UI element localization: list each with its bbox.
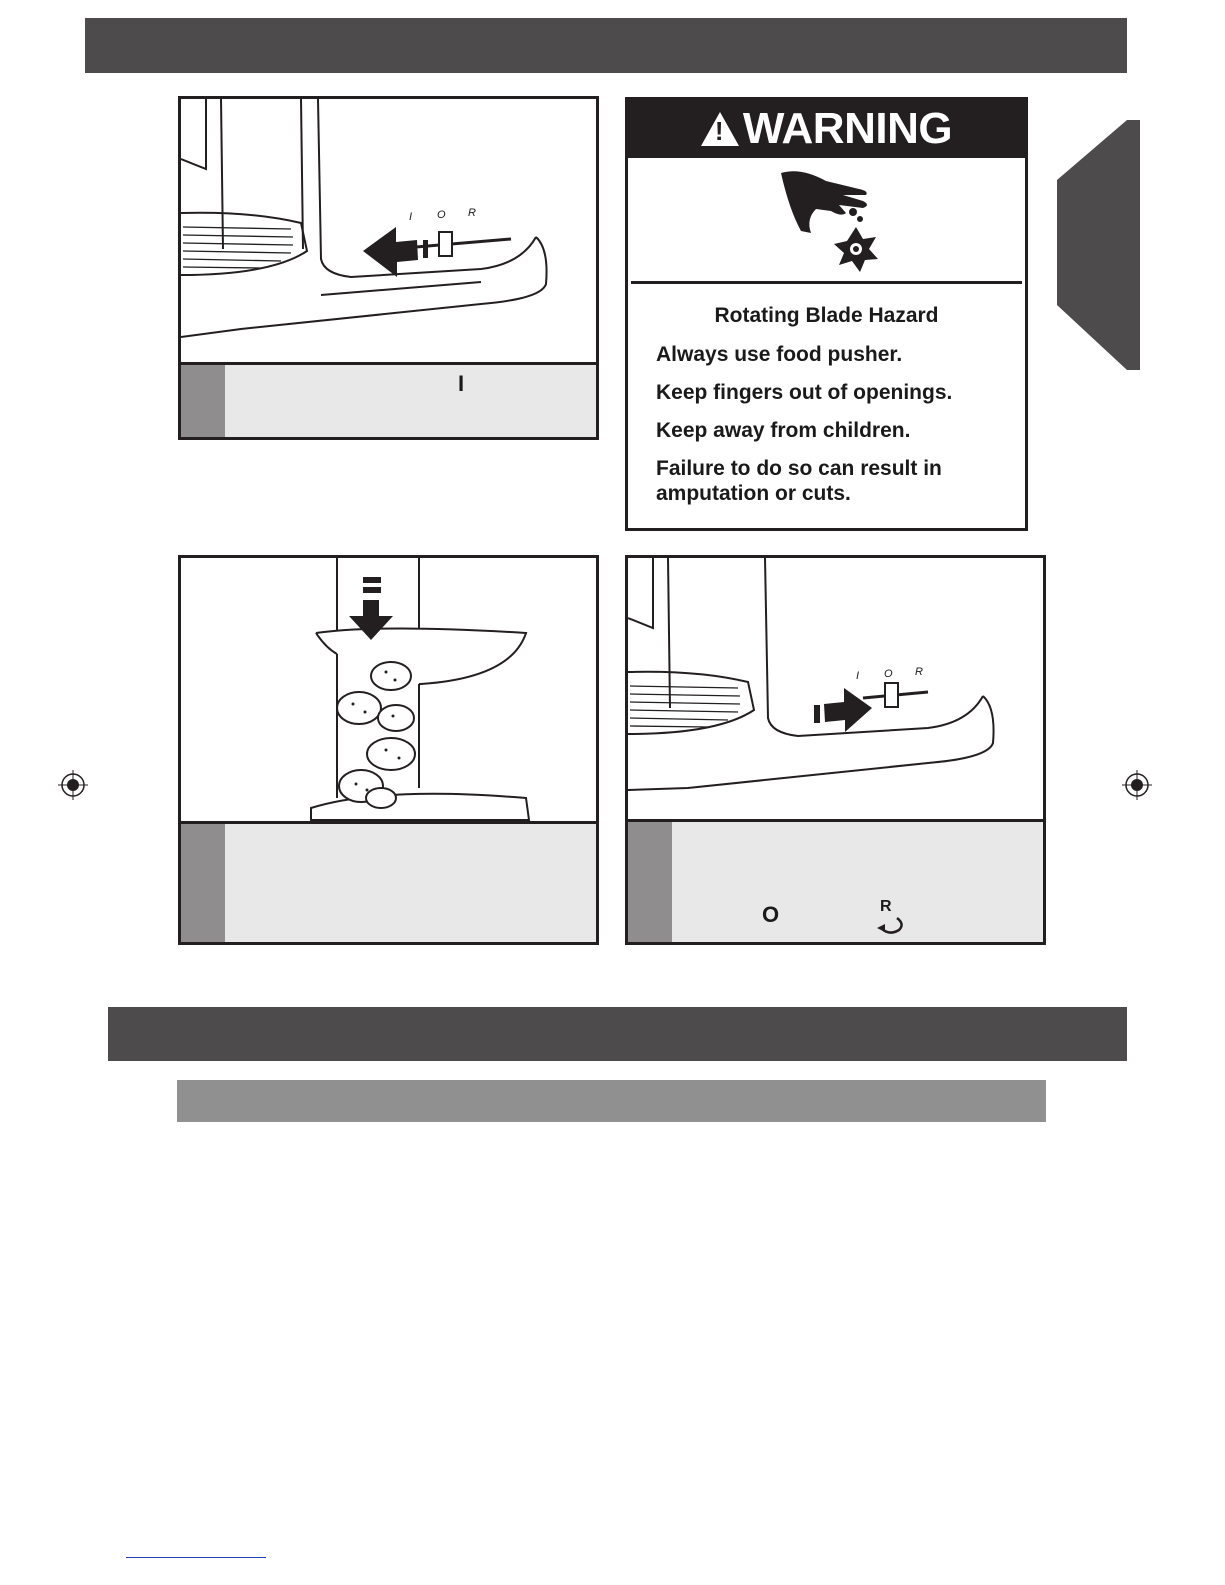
warning-line: Keep away from children. [656, 419, 911, 442]
switch-label-o: O [884, 668, 893, 680]
switch-label-i: I [856, 670, 860, 682]
caption-reverse-symbol: R [880, 898, 892, 915]
warning-line: Failure to do so can result in amputation or cuts. [656, 457, 942, 505]
warning-triangle-icon [701, 112, 739, 146]
subsection-header-bar [177, 1080, 1046, 1122]
step-number-block [628, 822, 672, 942]
arrow-left-icon [363, 227, 418, 277]
section-header-bar [108, 1007, 1127, 1061]
switch-label-r: R [468, 207, 476, 219]
step-caption [181, 362, 596, 437]
warning-line: Always use food pusher. [656, 343, 903, 366]
registration-mark-icon [58, 770, 88, 800]
step-number-block [181, 824, 225, 942]
warning-pictogram-area [631, 161, 1022, 284]
caption-speed-symbol: I [458, 371, 465, 396]
warning-heading: WARNING [742, 104, 953, 153]
warning-label [625, 97, 1028, 531]
step-number-block [181, 365, 225, 437]
top-header-bar [85, 18, 1127, 73]
section-side-tab [1057, 120, 1140, 370]
switch-label-o: O [437, 209, 446, 221]
switch-label-r: R [915, 666, 923, 678]
feed-tube-strawberries-illustration [181, 558, 596, 822]
step-caption [181, 821, 596, 942]
warning-title: Rotating Blade Hazard [714, 304, 939, 327]
warning-header [628, 100, 1025, 158]
arrow-right-icon [824, 688, 872, 732]
caption-off-symbol: O [762, 902, 780, 927]
step-panel-switch-on [178, 96, 599, 440]
footer-link-underline[interactable] [126, 1557, 266, 1558]
hand-blade-hazard-icon [631, 161, 1028, 281]
step-panel-food-pusher [178, 555, 599, 945]
step-caption [628, 819, 1043, 942]
machine-switch-left-illustration [181, 99, 596, 365]
machine-switch-right-illustration [628, 558, 1043, 822]
switch-label-i: I [409, 211, 413, 223]
reverse-arrow-icon [877, 914, 907, 936]
registration-mark-icon [1122, 770, 1152, 800]
step-panel-switch-off [625, 555, 1046, 945]
warning-line: Keep fingers out of openings. [656, 381, 953, 404]
